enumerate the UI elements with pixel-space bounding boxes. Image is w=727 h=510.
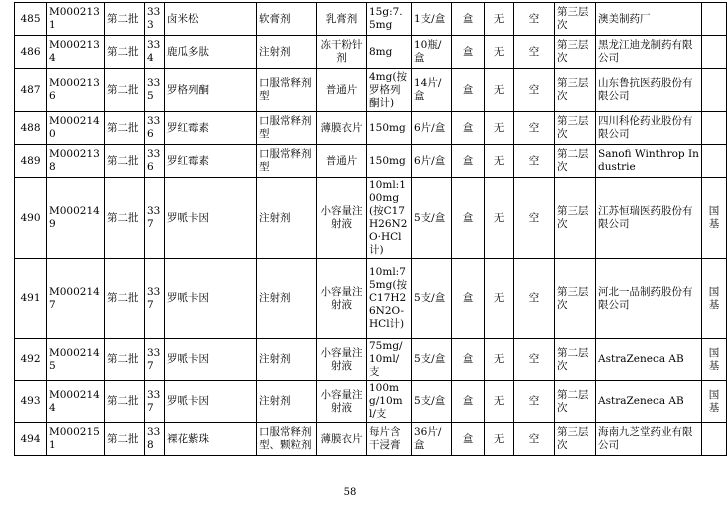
cell-c1: 无 [485,178,514,259]
cell-unit: 盒 [452,381,485,423]
table-row [15,423,727,456]
cell-code: M0002134 [47,36,105,69]
cell-no: 486 [15,36,47,69]
drug-table [14,2,727,456]
cell-pack: 5支/盒 [412,339,452,381]
cell-batch: 第二批 [105,112,145,145]
cell-note [702,36,727,69]
cell-name: 裸花紫珠 [165,423,257,456]
cell-code: M0002151 [47,423,105,456]
page-number: 58 [343,487,357,498]
cell-group: 334 [145,36,165,69]
cell-c2: 空 [514,381,555,423]
cell-name: 鹿瓜多肽 [165,36,257,69]
cell-pack: 10瓶/盒 [412,36,452,69]
cell-c1: 无 [485,339,514,381]
cell-no: 491 [15,259,47,339]
cell-note [702,69,727,112]
cell-name: 罗哌卡因 [165,381,257,423]
cell-unit: 盒 [452,69,485,112]
cell-spec: 150mg [367,145,412,178]
cell-form-detail: 薄膜衣片 [317,423,367,456]
cell-form-detail: 冻干粉针剂 [317,36,367,69]
cell-note: 国基 [702,178,727,259]
cell-no: 489 [15,145,47,178]
cell-batch: 第二批 [105,339,145,381]
cell-maker: 黑龙江迪龙制药有限公司 [596,36,702,69]
cell-form: 口服常释剂型 [257,69,317,112]
table-row [15,178,727,259]
cell-c1: 无 [485,3,514,36]
cell-note: 国基 [702,339,727,381]
cell-pack: 1支/盒 [412,3,452,36]
table-row [15,145,727,178]
cell-batch: 第二批 [105,36,145,69]
cell-spec: 每片含干浸膏 [367,423,412,456]
cell-form: 注射剂 [257,339,317,381]
cell-c2: 空 [514,339,555,381]
cell-form-detail: 薄膜衣片 [317,112,367,145]
cell-group: 333 [145,3,165,36]
table-row [15,36,727,69]
cell-pack: 5支/盒 [412,178,452,259]
cell-spec: 75mg/10ml/支 [367,339,412,381]
cell-tier: 第三层次 [555,36,596,69]
cell-no: 485 [15,3,47,36]
cell-form: 口服常释剂型 [257,145,317,178]
cell-maker: 澳美制药厂 [596,3,702,36]
cell-c2: 空 [514,36,555,69]
cell-name: 罗哌卡因 [165,178,257,259]
cell-tier: 第三层次 [555,423,596,456]
cell-code: M0002145 [47,339,105,381]
cell-tier: 第二层次 [555,339,596,381]
cell-note [702,145,727,178]
cell-maker: AstraZeneca AB [596,381,702,423]
cell-spec: 4mg(按罗格列酮计) [367,69,412,112]
cell-name: 罗哌卡因 [165,339,257,381]
cell-c1: 无 [485,259,514,339]
cell-note: 国基 [702,259,727,339]
cell-form-detail: 普通片 [317,69,367,112]
cell-spec: 8mg [367,36,412,69]
cell-no: 490 [15,178,47,259]
cell-maker: 四川科伦药业股份有限公司 [596,112,702,145]
cell-c1: 无 [485,381,514,423]
cell-form-detail: 小容量注射液 [317,259,367,339]
cell-pack: 36片/盒 [412,423,452,456]
cell-c2: 空 [514,259,555,339]
cell-batch: 第二批 [105,423,145,456]
cell-maker: 山东鲁抗医药股份有限公司 [596,69,702,112]
cell-group: 337 [145,381,165,423]
cell-group: 337 [145,339,165,381]
table-row [15,259,727,339]
cell-no: 488 [15,112,47,145]
cell-c1: 无 [485,145,514,178]
cell-batch: 第二批 [105,259,145,339]
cell-pack: 6片/盒 [412,112,452,145]
cell-tier: 第三层次 [555,178,596,259]
table-body [15,3,727,456]
cell-form: 口服常释剂型 [257,112,317,145]
cell-c1: 无 [485,112,514,145]
cell-no: 494 [15,423,47,456]
cell-code: M0002147 [47,259,105,339]
cell-pack: 6片/盒 [412,145,452,178]
cell-code: M0002140 [47,112,105,145]
cell-pack: 14片/盒 [412,69,452,112]
cell-c2: 空 [514,112,555,145]
cell-tier: 第二层次 [555,145,596,178]
cell-tier: 第三层次 [555,259,596,339]
cell-name: 罗红霉素 [165,145,257,178]
cell-c2: 空 [514,178,555,259]
cell-c1: 无 [485,36,514,69]
cell-unit: 盒 [452,423,485,456]
cell-maker: AstraZeneca AB [596,339,702,381]
cell-spec: 15g:7.5mg [367,3,412,36]
cell-c2: 空 [514,423,555,456]
cell-form-detail: 小容量注射液 [317,178,367,259]
cell-unit: 盒 [452,112,485,145]
cell-pack: 5支/盒 [412,259,452,339]
cell-form-detail: 小容量注射液 [317,381,367,423]
cell-form: 口服常释剂型、颗粒剂 [257,423,317,456]
cell-code: M0002138 [47,145,105,178]
cell-spec: 100mg/10ml/支 [367,381,412,423]
cell-form-detail: 乳膏剂 [317,3,367,36]
cell-pack: 5支/盒 [412,381,452,423]
cell-unit: 盒 [452,339,485,381]
cell-no: 487 [15,69,47,112]
cell-form-detail: 普通片 [317,145,367,178]
cell-group: 337 [145,259,165,339]
cell-maker: 江苏恒瑞医药股份有限公司 [596,178,702,259]
table-row [15,112,727,145]
cell-note: 国基 [702,381,727,423]
cell-code: M0002136 [47,69,105,112]
cell-note [702,3,727,36]
cell-form: 注射剂 [257,381,317,423]
cell-group: 336 [145,145,165,178]
table-row [15,3,727,36]
cell-no: 492 [15,339,47,381]
cell-no: 493 [15,381,47,423]
cell-code: M0002149 [47,178,105,259]
cell-group: 336 [145,112,165,145]
cell-form-detail: 小容量注射液 [317,339,367,381]
cell-batch: 第二批 [105,381,145,423]
cell-maker: Sanofi Winthrop Industrie [596,145,702,178]
cell-note [702,423,727,456]
cell-c2: 空 [514,145,555,178]
cell-tier: 第二层次 [555,381,596,423]
cell-name: 罗哌卡因 [165,259,257,339]
cell-unit: 盒 [452,259,485,339]
cell-batch: 第二批 [105,145,145,178]
cell-note [702,112,727,145]
cell-spec: 10ml:75mg(按C17H26N2O-HCl计) [367,259,412,339]
cell-name: 卤米松 [165,3,257,36]
cell-batch: 第二批 [105,178,145,259]
cell-form: 注射剂 [257,259,317,339]
cell-form: 软膏剂 [257,3,317,36]
cell-unit: 盒 [452,3,485,36]
cell-form: 注射剂 [257,178,317,259]
table-row [15,381,727,423]
cell-spec: 10ml:100mg(按C17H26N2O·HCl计) [367,178,412,259]
cell-group: 338 [145,423,165,456]
cell-tier: 第三层次 [555,3,596,36]
cell-c2: 空 [514,69,555,112]
cell-c1: 无 [485,423,514,456]
cell-tier: 第三层次 [555,112,596,145]
cell-maker: 河北一品制药股份有限公司 [596,259,702,339]
cell-code: M0002131 [47,3,105,36]
cell-name: 罗格列酮 [165,69,257,112]
cell-group: 335 [145,69,165,112]
cell-spec: 150mg [367,112,412,145]
table-row [15,339,727,381]
cell-group: 337 [145,178,165,259]
cell-batch: 第二批 [105,69,145,112]
cell-tier: 第三层次 [555,69,596,112]
cell-code: M0002144 [47,381,105,423]
table-row [15,69,727,112]
cell-maker: 海南九芝堂药业有限公司 [596,423,702,456]
cell-form: 注射剂 [257,36,317,69]
cell-name: 罗红霉素 [165,112,257,145]
cell-unit: 盒 [452,36,485,69]
cell-c2: 空 [514,3,555,36]
cell-batch: 第二批 [105,3,145,36]
cell-unit: 盒 [452,178,485,259]
cell-c1: 无 [485,69,514,112]
cell-unit: 盒 [452,145,485,178]
